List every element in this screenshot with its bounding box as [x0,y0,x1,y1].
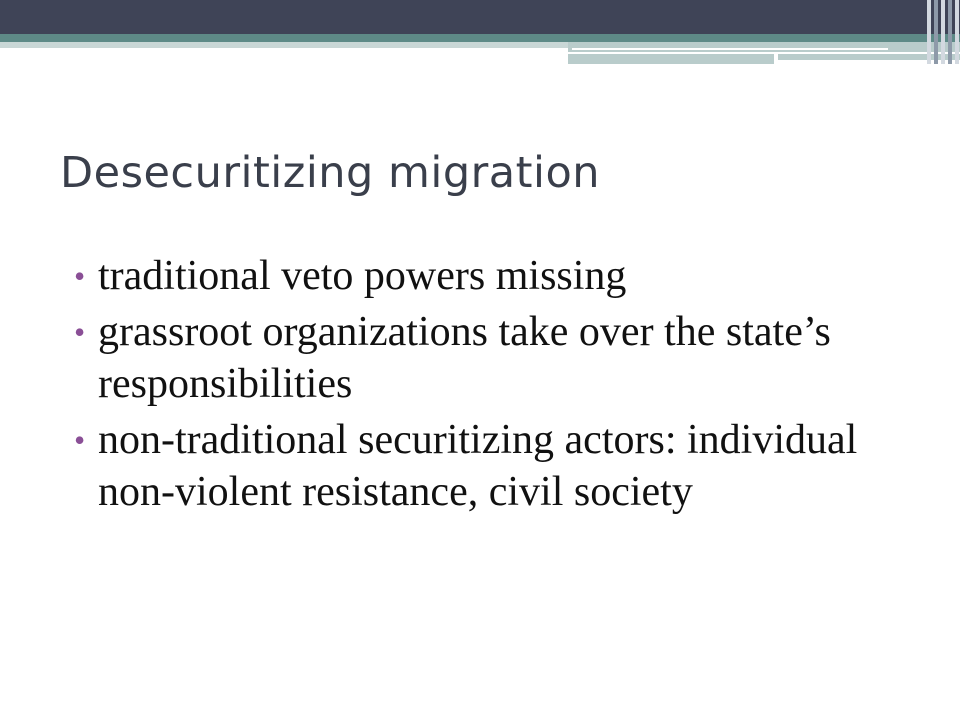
bullet-text: grassroot organizations take over the state’s responsibilities [98,309,831,407]
header-band-pale-right [568,42,960,52]
bullet-text: traditional veto powers missing [98,253,627,299]
bullet-list [74,250,904,522]
slide-title: Desecuritizing migration [60,148,601,198]
bullet-icon: • [74,258,86,294]
bullet-icon: • [74,422,86,458]
header-band-dark [0,0,960,34]
bullet-item [74,250,904,302]
bullet-text: non-traditional securitizing actors: individual non-violent resistance, civil society [98,417,858,515]
bullet-item [74,414,904,518]
bullet-icon: • [74,314,86,350]
header-band-teal [0,34,960,42]
header-band-pale [0,42,568,48]
bullet-item [74,306,904,410]
header-stripes-decoration [924,0,960,64]
header-band-lower [568,54,774,64]
header-divider-line [572,48,888,50]
